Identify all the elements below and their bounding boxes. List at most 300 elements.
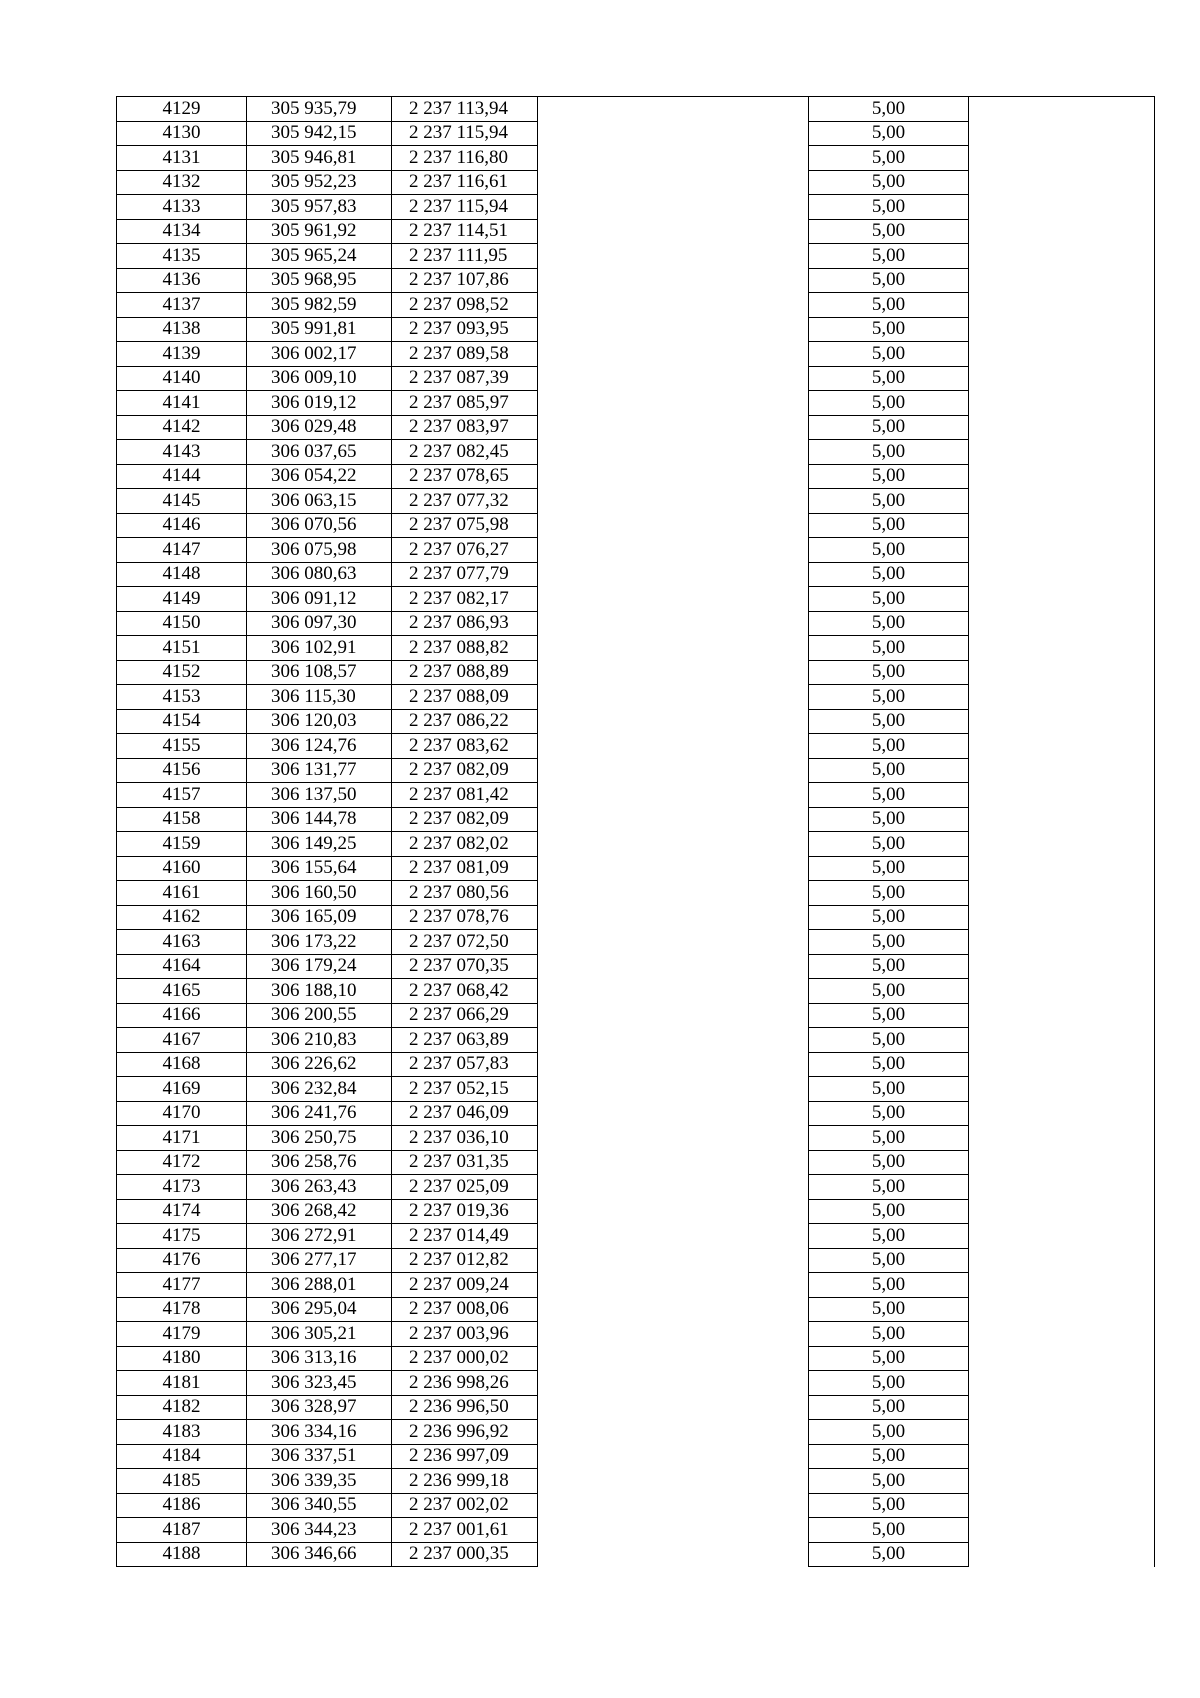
y-coordinate-cell: 2 237 086,22 <box>392 709 538 734</box>
table-row <box>117 660 1155 685</box>
table-row <box>117 146 1155 171</box>
empty-cell <box>969 709 1155 734</box>
empty-cell <box>538 783 809 808</box>
x-coordinate-cell: 306 232,84 <box>247 1077 392 1102</box>
table-row <box>117 170 1155 195</box>
y-coordinate-cell: 2 237 082,09 <box>392 758 538 783</box>
x-coordinate-cell: 305 935,79 <box>247 97 392 122</box>
x-coordinate-cell: 306 173,22 <box>247 930 392 955</box>
point-number-cell: 4159 <box>117 832 247 857</box>
y-coordinate-cell: 2 237 083,97 <box>392 415 538 440</box>
table-row <box>117 954 1155 979</box>
value-cell: 5,00 <box>809 513 969 538</box>
table-row <box>117 1248 1155 1273</box>
point-number-cell: 4146 <box>117 513 247 538</box>
empty-cell <box>538 1444 809 1469</box>
value-cell: 5,00 <box>809 856 969 881</box>
x-coordinate-cell: 306 037,65 <box>247 440 392 465</box>
value-cell: 5,00 <box>809 954 969 979</box>
value-cell: 5,00 <box>809 562 969 587</box>
value-cell: 5,00 <box>809 979 969 1004</box>
y-coordinate-cell: 2 237 008,06 <box>392 1297 538 1322</box>
x-coordinate-cell: 305 961,92 <box>247 219 392 244</box>
x-coordinate-cell: 306 149,25 <box>247 832 392 857</box>
x-coordinate-cell: 306 263,43 <box>247 1175 392 1200</box>
empty-cell <box>969 1346 1155 1371</box>
y-coordinate-cell: 2 237 081,09 <box>392 856 538 881</box>
x-coordinate-cell: 306 295,04 <box>247 1297 392 1322</box>
y-coordinate-cell: 2 237 116,80 <box>392 146 538 171</box>
x-coordinate-cell: 306 313,16 <box>247 1346 392 1371</box>
x-coordinate-cell: 306 102,91 <box>247 636 392 661</box>
value-cell: 5,00 <box>809 1003 969 1028</box>
table-row <box>117 905 1155 930</box>
table-row <box>117 293 1155 318</box>
point-number-cell: 4141 <box>117 391 247 416</box>
empty-cell <box>538 1003 809 1028</box>
x-coordinate-cell: 306 339,35 <box>247 1469 392 1494</box>
point-number-cell: 4137 <box>117 293 247 318</box>
empty-cell <box>969 734 1155 759</box>
empty-cell <box>538 1493 809 1518</box>
empty-cell <box>969 195 1155 220</box>
y-coordinate-cell: 2 237 107,86 <box>392 268 538 293</box>
point-number-cell: 4185 <box>117 1469 247 1494</box>
empty-cell <box>969 121 1155 146</box>
point-number-cell: 4172 <box>117 1150 247 1175</box>
empty-cell <box>969 1101 1155 1126</box>
empty-cell <box>538 1469 809 1494</box>
value-cell: 5,00 <box>809 660 969 685</box>
x-coordinate-cell: 306 080,63 <box>247 562 392 587</box>
table-row <box>117 195 1155 220</box>
y-coordinate-cell: 2 237 019,36 <box>392 1199 538 1224</box>
empty-cell <box>969 1322 1155 1347</box>
x-coordinate-cell: 305 968,95 <box>247 268 392 293</box>
table-row <box>117 244 1155 269</box>
x-coordinate-cell: 306 226,62 <box>247 1052 392 1077</box>
point-number-cell: 4131 <box>117 146 247 171</box>
table-row <box>117 758 1155 783</box>
table-row <box>117 219 1155 244</box>
empty-cell <box>969 1150 1155 1175</box>
empty-cell <box>538 734 809 759</box>
empty-cell <box>969 832 1155 857</box>
point-number-cell: 4173 <box>117 1175 247 1200</box>
empty-cell <box>538 1322 809 1347</box>
empty-cell <box>538 1248 809 1273</box>
table-row <box>117 734 1155 759</box>
x-coordinate-cell: 306 288,01 <box>247 1273 392 1298</box>
empty-cell <box>538 1052 809 1077</box>
value-cell: 5,00 <box>809 317 969 342</box>
point-number-cell: 4134 <box>117 219 247 244</box>
table-row <box>117 930 1155 955</box>
y-coordinate-cell: 2 237 076,27 <box>392 538 538 563</box>
empty-cell <box>538 317 809 342</box>
table-row <box>117 807 1155 832</box>
value-cell: 5,00 <box>809 685 969 710</box>
point-number-cell: 4180 <box>117 1346 247 1371</box>
empty-cell <box>538 1420 809 1445</box>
empty-cell <box>538 440 809 465</box>
empty-cell <box>538 1175 809 1200</box>
value-cell: 5,00 <box>809 1199 969 1224</box>
table-row <box>117 1224 1155 1249</box>
x-coordinate-cell: 306 241,76 <box>247 1101 392 1126</box>
empty-cell <box>538 685 809 710</box>
empty-cell <box>969 317 1155 342</box>
empty-cell <box>969 685 1155 710</box>
empty-cell <box>969 268 1155 293</box>
point-number-cell: 4161 <box>117 881 247 906</box>
point-number-cell: 4188 <box>117 1542 247 1567</box>
empty-cell <box>538 464 809 489</box>
table-row <box>117 562 1155 587</box>
x-coordinate-cell: 306 272,91 <box>247 1224 392 1249</box>
empty-cell <box>538 1371 809 1396</box>
y-coordinate-cell: 2 237 082,02 <box>392 832 538 857</box>
y-coordinate-cell: 2 237 088,82 <box>392 636 538 661</box>
x-coordinate-cell: 306 188,10 <box>247 979 392 1004</box>
empty-cell <box>969 954 1155 979</box>
empty-cell <box>969 979 1155 1004</box>
y-coordinate-cell: 2 237 088,89 <box>392 660 538 685</box>
empty-cell <box>969 366 1155 391</box>
empty-cell <box>969 1444 1155 1469</box>
point-number-cell: 4143 <box>117 440 247 465</box>
table-row <box>117 611 1155 636</box>
table-row <box>117 1493 1155 1518</box>
table-row <box>117 415 1155 440</box>
empty-cell <box>538 1518 809 1543</box>
empty-cell <box>538 636 809 661</box>
empty-cell <box>538 146 809 171</box>
point-number-cell: 4147 <box>117 538 247 563</box>
table-row <box>117 783 1155 808</box>
value-cell: 5,00 <box>809 1028 969 1053</box>
y-coordinate-cell: 2 237 025,09 <box>392 1175 538 1200</box>
value-cell: 5,00 <box>809 832 969 857</box>
empty-cell <box>538 97 809 122</box>
table-row <box>117 1101 1155 1126</box>
empty-cell <box>969 538 1155 563</box>
point-number-cell: 4144 <box>117 464 247 489</box>
empty-cell <box>538 881 809 906</box>
empty-cell <box>969 1175 1155 1200</box>
y-coordinate-cell: 2 237 057,83 <box>392 1052 538 1077</box>
empty-cell <box>969 905 1155 930</box>
empty-cell <box>969 1493 1155 1518</box>
x-coordinate-cell: 306 165,09 <box>247 905 392 930</box>
value-cell: 5,00 <box>809 1273 969 1298</box>
x-coordinate-cell: 306 091,12 <box>247 587 392 612</box>
value-cell: 5,00 <box>809 1224 969 1249</box>
value-cell: 5,00 <box>809 391 969 416</box>
point-number-cell: 4164 <box>117 954 247 979</box>
point-number-cell: 4187 <box>117 1518 247 1543</box>
table-row <box>117 1199 1155 1224</box>
y-coordinate-cell: 2 236 996,92 <box>392 1420 538 1445</box>
point-number-cell: 4154 <box>117 709 247 734</box>
x-coordinate-cell: 306 250,75 <box>247 1126 392 1151</box>
point-number-cell: 4136 <box>117 268 247 293</box>
x-coordinate-cell: 306 179,24 <box>247 954 392 979</box>
y-coordinate-cell: 2 237 002,02 <box>392 1493 538 1518</box>
y-coordinate-cell: 2 237 081,42 <box>392 783 538 808</box>
y-coordinate-cell: 2 237 083,62 <box>392 734 538 759</box>
point-number-cell: 4155 <box>117 734 247 759</box>
point-number-cell: 4186 <box>117 1493 247 1518</box>
value-cell: 5,00 <box>809 342 969 367</box>
x-coordinate-cell: 306 258,76 <box>247 1150 392 1175</box>
y-coordinate-cell: 2 236 998,26 <box>392 1371 538 1396</box>
empty-cell <box>969 1248 1155 1273</box>
empty-cell <box>538 1199 809 1224</box>
value-cell: 5,00 <box>809 464 969 489</box>
point-number-cell: 4167 <box>117 1028 247 1053</box>
table-row <box>117 464 1155 489</box>
empty-cell <box>538 709 809 734</box>
empty-cell <box>969 930 1155 955</box>
empty-cell <box>969 1003 1155 1028</box>
empty-cell <box>538 611 809 636</box>
empty-cell <box>538 1224 809 1249</box>
empty-cell <box>969 1028 1155 1053</box>
y-coordinate-cell: 2 237 078,76 <box>392 905 538 930</box>
point-number-cell: 4183 <box>117 1420 247 1445</box>
y-coordinate-cell: 2 237 077,32 <box>392 489 538 514</box>
empty-cell <box>969 391 1155 416</box>
x-coordinate-cell: 305 952,23 <box>247 170 392 195</box>
empty-cell <box>969 1199 1155 1224</box>
y-coordinate-cell: 2 237 087,39 <box>392 366 538 391</box>
x-coordinate-cell: 306 019,12 <box>247 391 392 416</box>
empty-cell <box>538 1126 809 1151</box>
table-row <box>117 1150 1155 1175</box>
y-coordinate-cell: 2 237 093,95 <box>392 317 538 342</box>
point-number-cell: 4148 <box>117 562 247 587</box>
point-number-cell: 4158 <box>117 807 247 832</box>
table-row <box>117 587 1155 612</box>
empty-cell <box>538 1273 809 1298</box>
table-row <box>117 979 1155 1004</box>
empty-cell <box>538 1077 809 1102</box>
point-number-cell: 4163 <box>117 930 247 955</box>
y-coordinate-cell: 2 236 996,50 <box>392 1395 538 1420</box>
empty-cell <box>538 268 809 293</box>
table-row <box>117 1052 1155 1077</box>
point-number-cell: 4142 <box>117 415 247 440</box>
table-row <box>117 366 1155 391</box>
empty-cell <box>538 538 809 563</box>
value-cell: 5,00 <box>809 1175 969 1200</box>
x-coordinate-cell: 306 063,15 <box>247 489 392 514</box>
y-coordinate-cell: 2 237 082,45 <box>392 440 538 465</box>
table-row <box>117 1003 1155 1028</box>
value-cell: 5,00 <box>809 1518 969 1543</box>
value-cell: 5,00 <box>809 293 969 318</box>
empty-cell <box>538 954 809 979</box>
empty-cell <box>538 513 809 538</box>
x-coordinate-cell: 306 268,42 <box>247 1199 392 1224</box>
table-row <box>117 1175 1155 1200</box>
x-coordinate-cell: 306 160,50 <box>247 881 392 906</box>
value-cell: 5,00 <box>809 905 969 930</box>
table-row <box>117 97 1155 122</box>
empty-cell <box>538 366 809 391</box>
value-cell: 5,00 <box>809 783 969 808</box>
y-coordinate-cell: 2 237 046,09 <box>392 1101 538 1126</box>
value-cell: 5,00 <box>809 734 969 759</box>
x-coordinate-cell: 306 305,21 <box>247 1322 392 1347</box>
point-number-cell: 4145 <box>117 489 247 514</box>
point-number-cell: 4165 <box>117 979 247 1004</box>
y-coordinate-cell: 2 237 077,79 <box>392 562 538 587</box>
point-number-cell: 4156 <box>117 758 247 783</box>
point-number-cell: 4133 <box>117 195 247 220</box>
table-row <box>117 391 1155 416</box>
x-coordinate-cell: 305 946,81 <box>247 146 392 171</box>
y-coordinate-cell: 2 237 075,98 <box>392 513 538 538</box>
y-coordinate-cell: 2 237 014,49 <box>392 1224 538 1249</box>
y-coordinate-cell: 2 237 113,94 <box>392 97 538 122</box>
y-coordinate-cell: 2 237 078,65 <box>392 464 538 489</box>
value-cell: 5,00 <box>809 1542 969 1567</box>
table-row <box>117 268 1155 293</box>
value-cell: 5,00 <box>809 1322 969 1347</box>
value-cell: 5,00 <box>809 146 969 171</box>
y-coordinate-cell: 2 237 012,82 <box>392 1248 538 1273</box>
value-cell: 5,00 <box>809 636 969 661</box>
y-coordinate-cell: 2 237 115,94 <box>392 121 538 146</box>
x-coordinate-cell: 306 108,57 <box>247 660 392 685</box>
table-row <box>117 881 1155 906</box>
empty-cell <box>538 415 809 440</box>
value-cell: 5,00 <box>809 366 969 391</box>
value-cell: 5,00 <box>809 121 969 146</box>
empty-cell <box>969 1126 1155 1151</box>
point-number-cell: 4179 <box>117 1322 247 1347</box>
empty-cell <box>969 636 1155 661</box>
table-row <box>117 342 1155 367</box>
table-row <box>117 121 1155 146</box>
value-cell: 5,00 <box>809 440 969 465</box>
empty-cell <box>969 244 1155 269</box>
value-cell: 5,00 <box>809 268 969 293</box>
table-row <box>117 1273 1155 1298</box>
empty-cell <box>538 562 809 587</box>
empty-cell <box>969 464 1155 489</box>
empty-cell <box>538 758 809 783</box>
y-coordinate-cell: 2 237 000,02 <box>392 1346 538 1371</box>
empty-cell <box>538 1150 809 1175</box>
empty-cell <box>538 489 809 514</box>
table-row <box>117 1028 1155 1053</box>
table-row <box>117 1077 1155 1102</box>
y-coordinate-cell: 2 237 098,52 <box>392 293 538 318</box>
empty-cell <box>538 293 809 318</box>
y-coordinate-cell: 2 237 116,61 <box>392 170 538 195</box>
y-coordinate-cell: 2 237 115,94 <box>392 195 538 220</box>
table-row <box>117 1322 1155 1347</box>
table-row <box>117 1346 1155 1371</box>
value-cell: 5,00 <box>809 930 969 955</box>
table-row <box>117 489 1155 514</box>
x-coordinate-cell: 306 346,66 <box>247 1542 392 1567</box>
y-coordinate-cell: 2 237 031,35 <box>392 1150 538 1175</box>
y-coordinate-cell: 2 237 072,50 <box>392 930 538 955</box>
value-cell: 5,00 <box>809 1346 969 1371</box>
y-coordinate-cell: 2 237 082,09 <box>392 807 538 832</box>
empty-cell <box>969 660 1155 685</box>
y-coordinate-cell: 2 237 082,17 <box>392 587 538 612</box>
x-coordinate-cell: 306 200,55 <box>247 1003 392 1028</box>
x-coordinate-cell: 306 334,16 <box>247 1420 392 1445</box>
x-coordinate-cell: 306 075,98 <box>247 538 392 563</box>
point-number-cell: 4182 <box>117 1395 247 1420</box>
x-coordinate-cell: 306 097,30 <box>247 611 392 636</box>
empty-cell <box>538 170 809 195</box>
y-coordinate-cell: 2 237 066,29 <box>392 1003 538 1028</box>
y-coordinate-cell: 2 237 114,51 <box>392 219 538 244</box>
point-number-cell: 4176 <box>117 1248 247 1273</box>
empty-cell <box>969 513 1155 538</box>
empty-cell <box>969 1469 1155 1494</box>
point-number-cell: 4157 <box>117 783 247 808</box>
value-cell: 5,00 <box>809 219 969 244</box>
table-row <box>117 538 1155 563</box>
point-number-cell: 4153 <box>117 685 247 710</box>
value-cell: 5,00 <box>809 709 969 734</box>
y-coordinate-cell: 2 237 089,58 <box>392 342 538 367</box>
point-number-cell: 4150 <box>117 611 247 636</box>
point-number-cell: 4178 <box>117 1297 247 1322</box>
empty-cell <box>969 170 1155 195</box>
empty-cell <box>969 1052 1155 1077</box>
empty-cell <box>538 1297 809 1322</box>
point-number-cell: 4181 <box>117 1371 247 1396</box>
empty-cell <box>538 807 809 832</box>
y-coordinate-cell: 2 237 111,95 <box>392 244 538 269</box>
x-coordinate-cell: 306 323,45 <box>247 1371 392 1396</box>
y-coordinate-cell: 2 237 080,56 <box>392 881 538 906</box>
x-coordinate-cell: 306 137,50 <box>247 783 392 808</box>
value-cell: 5,00 <box>809 611 969 636</box>
table-row <box>117 440 1155 465</box>
y-coordinate-cell: 2 237 036,10 <box>392 1126 538 1151</box>
empty-cell <box>969 1224 1155 1249</box>
empty-cell <box>969 611 1155 636</box>
point-number-cell: 4130 <box>117 121 247 146</box>
table-row <box>117 832 1155 857</box>
table-row <box>117 1420 1155 1445</box>
point-number-cell: 4171 <box>117 1126 247 1151</box>
y-coordinate-cell: 2 236 997,09 <box>392 1444 538 1469</box>
empty-cell <box>538 979 809 1004</box>
table-row <box>117 1395 1155 1420</box>
x-coordinate-cell: 305 965,24 <box>247 244 392 269</box>
value-cell: 5,00 <box>809 415 969 440</box>
table-row <box>117 1469 1155 1494</box>
x-coordinate-cell: 305 957,83 <box>247 195 392 220</box>
empty-cell <box>538 1346 809 1371</box>
point-number-cell: 4139 <box>117 342 247 367</box>
empty-cell <box>538 219 809 244</box>
empty-cell <box>969 1297 1155 1322</box>
table-row <box>117 1371 1155 1396</box>
empty-cell <box>538 1395 809 1420</box>
